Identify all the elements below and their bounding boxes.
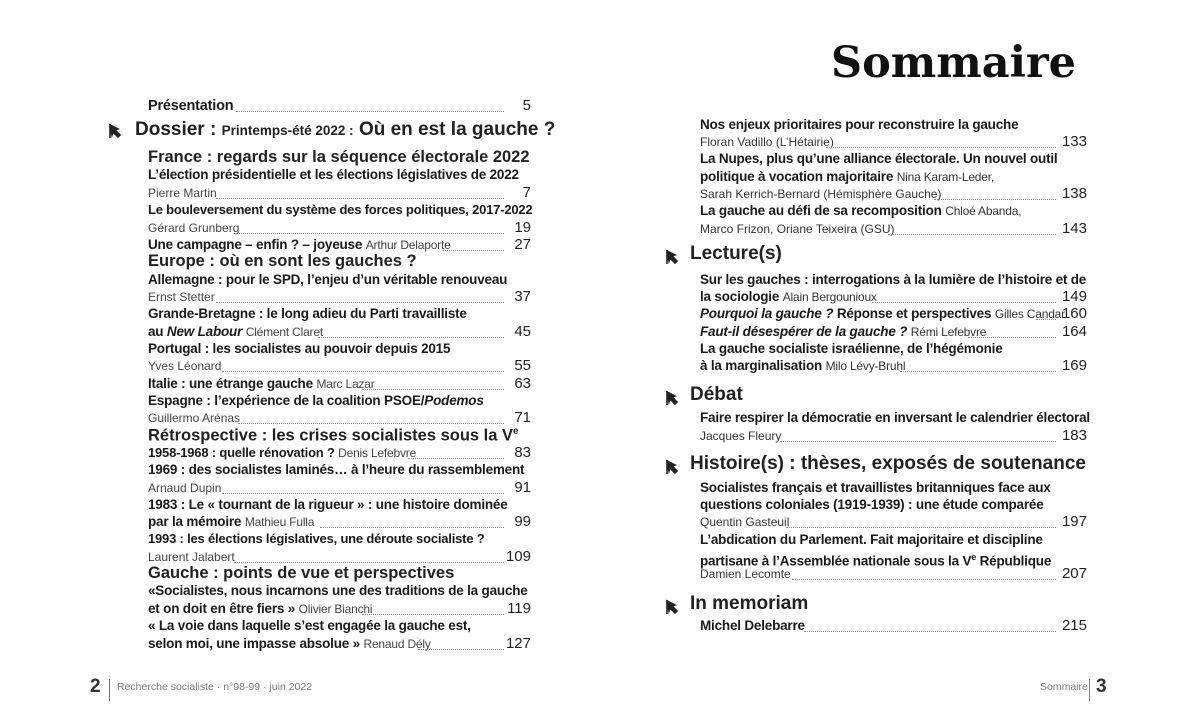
page-number: 197 (1061, 513, 1087, 530)
footer-section: Sommaire (1040, 681, 1088, 693)
page-number: 109 (505, 548, 531, 565)
page-number: 215 (1061, 617, 1087, 634)
page-number: 127 (505, 635, 531, 652)
toc-entry-author: Pierre Martin (148, 186, 217, 200)
bookmark-arrow-icon (665, 459, 679, 475)
entry-title-text: Italie : une étrange gauche (148, 376, 313, 391)
heading-text: Rétrospective : les crises socialistes sous la V (148, 426, 514, 445)
entry-title-text: politique à vocation majoritaire (700, 169, 894, 184)
toc-entry-title[interactable]: L’élection présidentielle et les élections législatives de 2022 (148, 167, 519, 182)
bookmark-arrow-icon (665, 599, 679, 615)
toc-entry-author: Marco Frizon, Oriane Teixeira (GSU) (700, 222, 895, 236)
toc-entry-title[interactable]: Nos enjeux prioritaires pour reconstruire la gauche (700, 117, 1019, 132)
page-number: 91 (514, 479, 531, 496)
dossier-subtitle: Printemps-été 2022 : (221, 123, 354, 138)
toc-entry-title[interactable]: L’abdication du Parlement. Fait majoritaire et discipline (700, 532, 1043, 547)
toc-entry-author: Floran Vadillo (L’Hétairie) (700, 135, 834, 149)
footer-page-number-left: 2 (90, 676, 101, 697)
toc-entry-author: Gérard Grunberg (148, 221, 240, 235)
entry-title-text: République (976, 553, 1052, 569)
toc-entry-author: Olivier Bianchi (298, 602, 373, 616)
page-number: 149 (1061, 288, 1087, 305)
entry-title-text: par la mémoire (148, 514, 242, 529)
toc-entry-title[interactable]: Présentation (148, 98, 234, 114)
page-number: 19 (514, 219, 531, 236)
section-heading-memoriam: In memoriam (690, 593, 809, 614)
dot-leader (888, 234, 1056, 235)
toc-entry-author: Gilles Candar (994, 307, 1065, 321)
toc-entry-author: Arthur Delaporte (365, 238, 451, 252)
entry-title-text: Réponse et perspectives (833, 306, 992, 321)
page-number: 138 (1061, 185, 1087, 202)
page-number: 133 (1061, 133, 1087, 150)
toc-entry-title[interactable]: Allemagne : pour le SPD, l’enjeu d’un véritable renouveau (148, 272, 508, 287)
toc-entry-title[interactable]: Socialistes français et travaillistes britanniques face aux (700, 480, 1051, 495)
toc-entry-author: Sarah Kerrich-Bernard (Hémisphère Gauche) (700, 187, 942, 201)
toc-entry-author: Rémi Lefebvre (910, 325, 987, 339)
entry-title-text: la sociologie (700, 289, 780, 304)
toc-entry-author: Denis Lefebvre (338, 446, 417, 460)
toc-entry-title[interactable]: Grande-Bretagne : le long adieu du Parti travailliste (148, 306, 467, 321)
page-number: 119 (507, 600, 531, 617)
footer-divider (1089, 679, 1090, 701)
toc-entry-author: Renaud Dély (363, 637, 431, 651)
entry-title-text: Espagne : l’expérience de la coalition PSOE/ (148, 393, 425, 408)
toc-entry-author: Yves Léonard (148, 359, 222, 373)
entry-title-italic: Faut-il désespérer de la gauche ? (700, 324, 908, 339)
superscript: e (513, 426, 519, 437)
toc-entry-author: Damien Lecomte (700, 567, 791, 581)
section-heading-lecture: Lecture(s) (690, 243, 782, 264)
toc-entry-title[interactable]: « La voie dans laquelle s’est engagée la gauche est, (148, 618, 471, 633)
toc-entry-title[interactable] (700, 202, 1021, 220)
toc-entry-title-line2: questions coloniales (1919-1939) : une étude comparée (700, 497, 1044, 512)
entry-title-text: à la marginalisation (700, 358, 823, 373)
section-heading-histoire: Histoire(s) : thèses, exposés de soutenance (690, 453, 1086, 474)
page-number: 143 (1061, 220, 1087, 237)
toc-entry-author: Arnaud Dupin (148, 481, 222, 495)
dossier-question: Où en est la gauche ? (358, 119, 556, 140)
page-number: 164 (1061, 323, 1087, 340)
dot-leader (900, 371, 1056, 372)
entry-title-text: et on doit en être fiers » (148, 601, 296, 616)
toc-entry-author: Milo Lévy-Bruhl (825, 359, 906, 373)
dot-leader (780, 441, 1056, 442)
toc-entry-author: Quentin Gasteuil (700, 515, 790, 529)
entry-title-italic: Pourquoi la gauche ? (700, 306, 834, 321)
dot-leader (872, 302, 1056, 303)
superscript: e (971, 552, 977, 562)
page-number: 83 (514, 444, 531, 461)
page-number: 37 (514, 288, 531, 305)
dot-leader (792, 579, 1056, 580)
page-number: 55 (514, 357, 531, 374)
entry-title-text: Une campagne – enfin ? – joyeuse (148, 237, 363, 252)
toc-entry-title[interactable]: 1993 : les élections législatives, une déroute socialiste ? (148, 531, 485, 546)
entry-title-text: La gauche au défi de sa recomposition (700, 203, 942, 218)
toc-entry-title-line2 (700, 288, 877, 306)
toc-entry-author: Mathieu Fulla (244, 515, 315, 529)
page-number: 7 (522, 184, 531, 201)
toc-entry-title[interactable]: «Socialistes, nous incarnons une des traditions de la gauche (148, 583, 528, 598)
toc-entry-author: Nina Karam-Leder, (896, 170, 995, 184)
toc-entry-title[interactable]: 1983 : Le « tournant de la rigueur » : une histoire dominée (148, 497, 508, 512)
toc-entry-title[interactable] (700, 305, 1065, 323)
footer-page-number-right: 3 (1096, 676, 1107, 697)
dot-leader (786, 527, 1056, 528)
page-number: 5 (522, 97, 531, 114)
entry-title-text: selon moi, une impasse absolue » (148, 636, 360, 651)
page-number: 169 (1061, 357, 1087, 374)
toc-entry-title-line2 (700, 357, 905, 375)
entry-title-italic: New Labour (166, 324, 243, 339)
toc-entry-title[interactable]: Michel Delebarre (700, 618, 805, 633)
dossier-label: Dossier : (135, 119, 217, 140)
page-number: 183 (1061, 427, 1087, 444)
toc-entry-author: Alain Bergounioux (782, 290, 877, 304)
toc-entry-title[interactable]: La gauche socialiste israélienne, de l’hégémonie (700, 341, 1003, 356)
page-number: 27 (514, 236, 531, 253)
toc-entry-author: Clément Claret (245, 325, 323, 339)
footer-divider (109, 679, 110, 701)
toc-entry-title[interactable]: 1969 : des socialistes laminés… à l’heure du rassemblement (148, 462, 525, 477)
page-number: 45 (514, 323, 531, 340)
entry-title-text: au (148, 324, 167, 339)
toc-entry-author: Jacques Fleury (700, 429, 782, 443)
entry-title-text: 1958-1968 : quelle rénovation ? (148, 445, 335, 460)
bookmark-arrow-icon (665, 249, 679, 265)
entry-title-italic: Podemos (424, 393, 484, 408)
toc-entry-title-line2 (700, 168, 994, 186)
section-heading-debat: Débat (690, 384, 743, 405)
bookmark-arrow-icon (665, 390, 679, 406)
subsection-heading: Europe : où en sont les gauches ? (148, 252, 417, 270)
toc-entry-author: Laurent Jalabert (148, 550, 235, 564)
toc-entry-title[interactable]: Le bouleversement du système des forces politiques, 2017-2022 (148, 202, 533, 217)
toc-entry-author: Marc Lazar (316, 377, 375, 391)
dot-leader (804, 631, 1056, 632)
toc-entry-title[interactable] (700, 323, 986, 341)
subsection-heading: Gauche : points de vue et perspectives (148, 564, 455, 582)
page-number: 207 (1061, 565, 1087, 582)
toc-entry-title[interactable]: Faire respirer la démocratie en inversant le calendrier électoral (700, 410, 1090, 425)
page-title: Sommaire (831, 38, 1076, 88)
toc-entry-title[interactable]: Portugal : les socialistes au pouvoir depuis 2015 (148, 341, 451, 356)
entry-title-text: partisane à l’Assemblée nationale sous la V (700, 553, 972, 569)
page-number: 71 (514, 409, 531, 426)
subsection-heading: France : regards sur la séquence électorale 2022 (148, 148, 530, 166)
toc-entry-title[interactable]: Sur les gauches : interrogations à la lumière de l’histoire et de (700, 272, 1087, 287)
toc-entry-author: Guillermo Arénas (148, 411, 241, 425)
toc-entry-title[interactable]: La Nupes, plus qu’une alliance électorale. Un nouvel outil (700, 151, 1058, 166)
footer-publication: Recherche socialiste · n°98-99 · juin 2022 (117, 681, 313, 693)
page-number: 99 (514, 513, 531, 530)
page-number: 63 (514, 375, 531, 392)
page-number: 160 (1061, 305, 1087, 322)
dot-leader (826, 147, 1056, 148)
toc-entry-author: Ernst Stetter (148, 290, 215, 304)
toc-entry-author: Chloé Abanda, (945, 204, 1022, 218)
